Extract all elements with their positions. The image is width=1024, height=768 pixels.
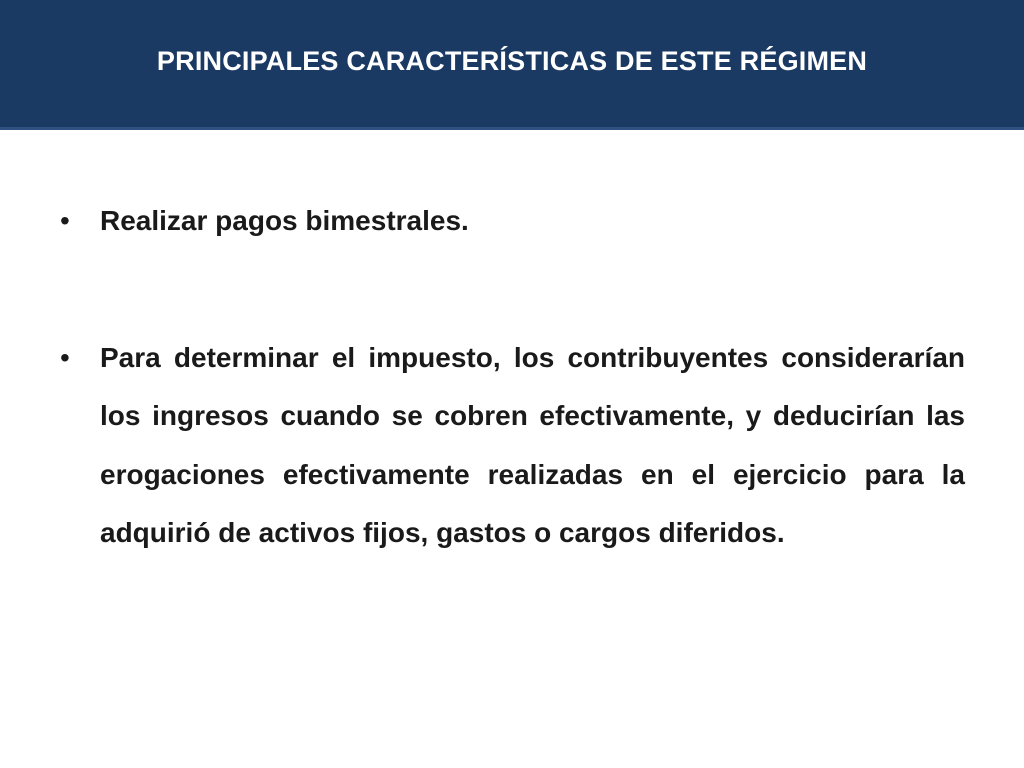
bullet-icon: • <box>60 341 70 373</box>
bullet-item <box>60 329 965 563</box>
bullet-icon: • <box>60 205 70 236</box>
bullet-list <box>60 192 965 563</box>
title-bar <box>0 0 1024 130</box>
bullet-text: Para determinar el impuesto, los contribuyentes considerarían los ingresos cuando se cobren efectivamente, y deducirían las erogaciones efectivamente realizadas en el ejercicio para la adquirió de activos fijos, gastos o cargos diferidos. <box>100 341 965 548</box>
bullet-text: Realizar pagos bimestrales. <box>100 205 469 236</box>
bullet-item <box>60 192 965 251</box>
slide-title: PRINCIPALES CARACTERÍSTICAS DE ESTE RÉGIMEN <box>156 46 868 76</box>
